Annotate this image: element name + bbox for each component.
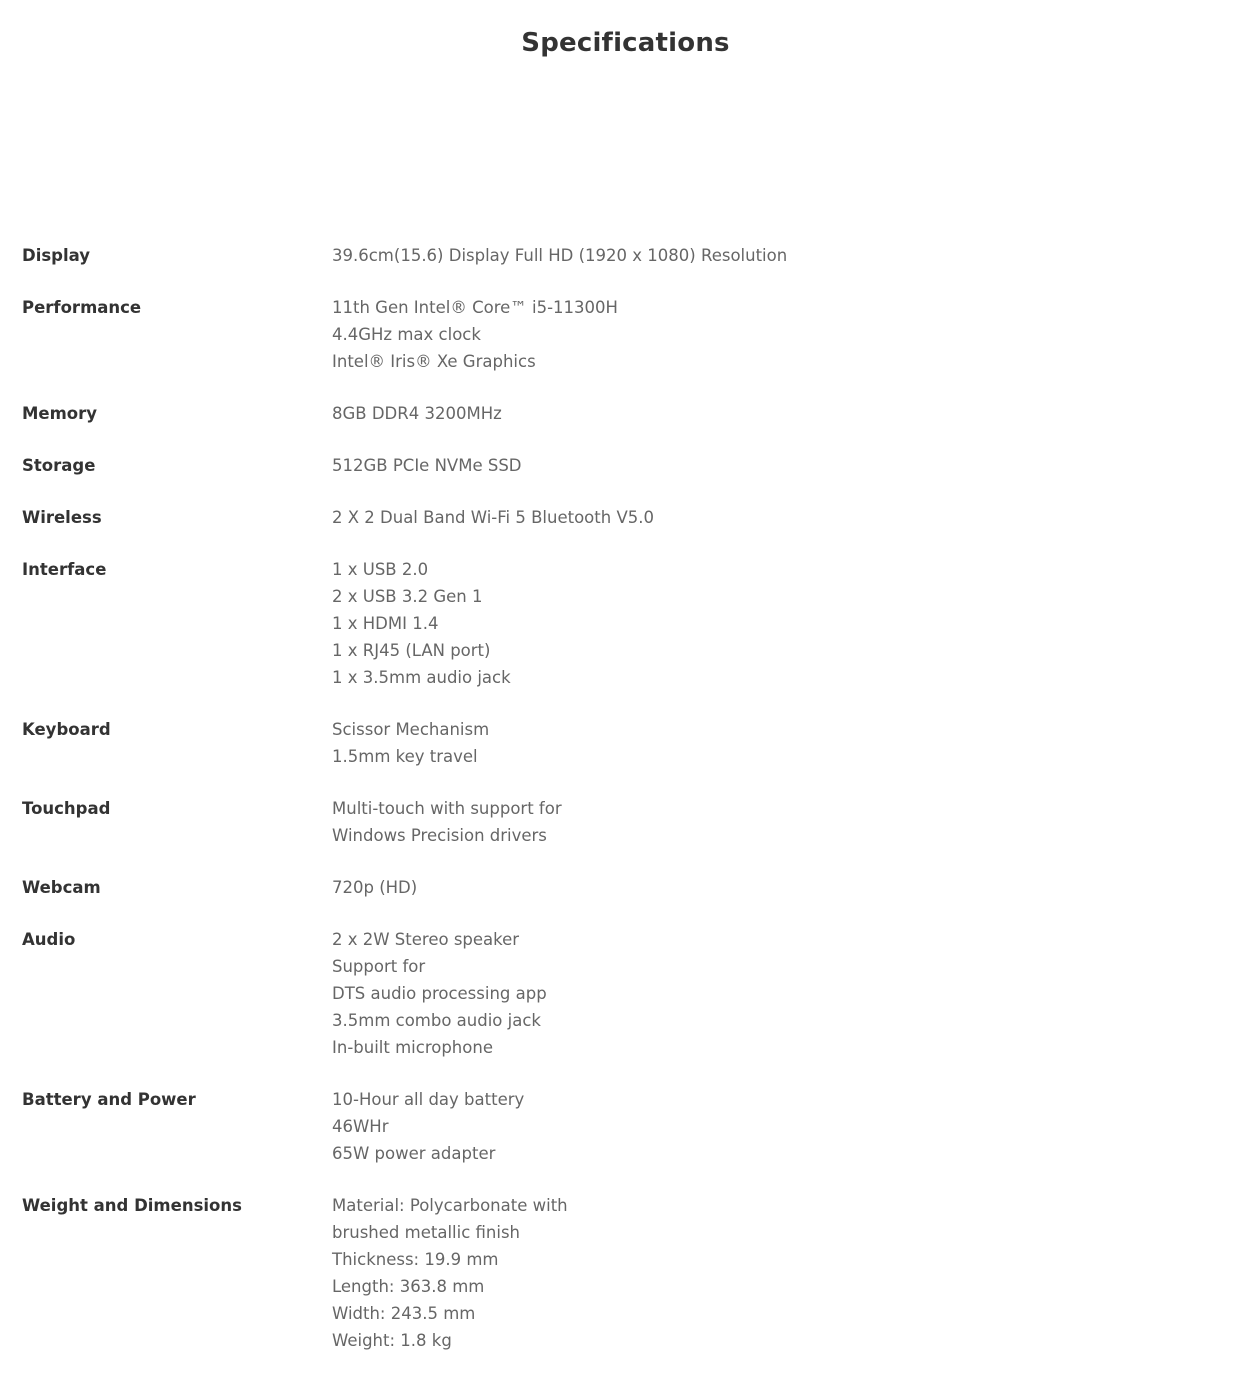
spec-value-line: 3.5mm combo audio jack — [332, 1011, 541, 1030]
spec-label: Display — [22, 246, 91, 265]
spec-values — [332, 874, 1222, 901]
spec-values — [332, 400, 1222, 427]
spec-label: Touchpad — [22, 799, 111, 818]
spec-values — [332, 716, 1222, 770]
spec-value-line: Width: 243.5 mm — [332, 1304, 476, 1323]
spec-label: Weight and Dimensions — [22, 1196, 242, 1215]
spec-label: Webcam — [22, 878, 101, 897]
spec-values — [332, 242, 1222, 269]
spec-value-line: Support for — [332, 957, 426, 976]
spec-value-line: 2 x 2W Stereo speaker — [332, 930, 520, 949]
spec-row-audio — [22, 926, 1222, 1061]
spec-value-line: 46WHr — [332, 1117, 389, 1136]
spec-values — [332, 294, 1222, 375]
spec-value-line: Intel® Iris® Xe Graphics — [332, 352, 536, 371]
spec-value-line: 720p (HD) — [332, 878, 418, 897]
spec-value-line: 1.5mm key travel — [332, 747, 478, 766]
spec-value-line: Thickness: 19.9 mm — [332, 1250, 499, 1269]
spec-value-line: Weight: 1.8 kg — [332, 1331, 452, 1350]
spec-value-line: 1 x 3.5mm audio jack — [332, 668, 511, 687]
spec-values — [332, 452, 1222, 479]
spec-values — [332, 556, 1222, 691]
spec-value-line: brushed metallic finish — [332, 1223, 521, 1242]
spec-row-wireless — [22, 504, 1222, 531]
spec-value-line: 65W power adapter — [332, 1144, 496, 1163]
spec-label: Storage — [22, 456, 96, 475]
spec-value-line: 1 x USB 2.0 — [332, 560, 429, 579]
spec-value-line: 4.4GHz max clock — [332, 325, 481, 344]
spec-label: Wireless — [22, 508, 102, 527]
spec-value-line: 1 x RJ45 (LAN port) — [332, 641, 491, 660]
spec-values — [332, 504, 1222, 531]
spec-value-line: 8GB DDR4 3200MHz — [332, 404, 502, 423]
spec-row-weight-and-dimensions — [22, 1192, 1222, 1354]
spec-row-display — [22, 242, 1222, 269]
spec-value-line: Scissor Mechanism — [332, 720, 490, 739]
spec-values — [332, 1086, 1222, 1167]
spec-value-line: 11th Gen Intel® Core™ i5-11300H — [332, 298, 618, 317]
spec-row-storage — [22, 452, 1222, 479]
spec-value-line: 2 X 2 Dual Band Wi-Fi 5 Bluetooth V5.0 — [332, 508, 654, 527]
spec-value-line: 10-Hour all day battery — [332, 1090, 525, 1109]
spec-value-line: 39.6cm(15.6) Display Full HD (1920 x 1080) Resolution — [332, 246, 788, 265]
spec-value-line: In-built microphone — [332, 1038, 493, 1057]
spec-row-interface — [22, 556, 1222, 691]
spec-row-keyboard — [22, 716, 1222, 770]
spec-label: Keyboard — [22, 720, 111, 739]
spec-row-webcam — [22, 874, 1222, 901]
spec-label: Audio — [22, 930, 76, 949]
spec-values — [332, 795, 1222, 849]
spec-label: Interface — [22, 560, 107, 579]
spec-label: Performance — [22, 298, 142, 317]
spec-values — [332, 926, 1222, 1061]
spec-row-memory — [22, 400, 1222, 427]
spec-list — [22, 242, 1222, 1379]
page-title: Specifications — [521, 28, 730, 58]
spec-values — [332, 1192, 1222, 1354]
spec-value-line: 1 x HDMI 1.4 — [332, 614, 439, 633]
spec-value-line: 2 x USB 3.2 Gen 1 — [332, 587, 483, 606]
spec-value-line: Length: 363.8 mm — [332, 1277, 485, 1296]
spec-label: Battery and Power — [22, 1090, 196, 1109]
spec-label: Memory — [22, 404, 98, 423]
spec-row-performance — [22, 294, 1222, 375]
spec-value-line: Multi-touch with support for — [332, 799, 562, 818]
spec-value-line: DTS audio processing app — [332, 984, 547, 1003]
spec-value-line: Material: Polycarbonate with — [332, 1196, 568, 1215]
spec-value-line: 512GB PCIe NVMe SSD — [332, 456, 522, 475]
spec-row-battery-and-power — [22, 1086, 1222, 1167]
spec-value-line: Windows Precision drivers — [332, 826, 547, 845]
spec-row-touchpad — [22, 795, 1222, 849]
